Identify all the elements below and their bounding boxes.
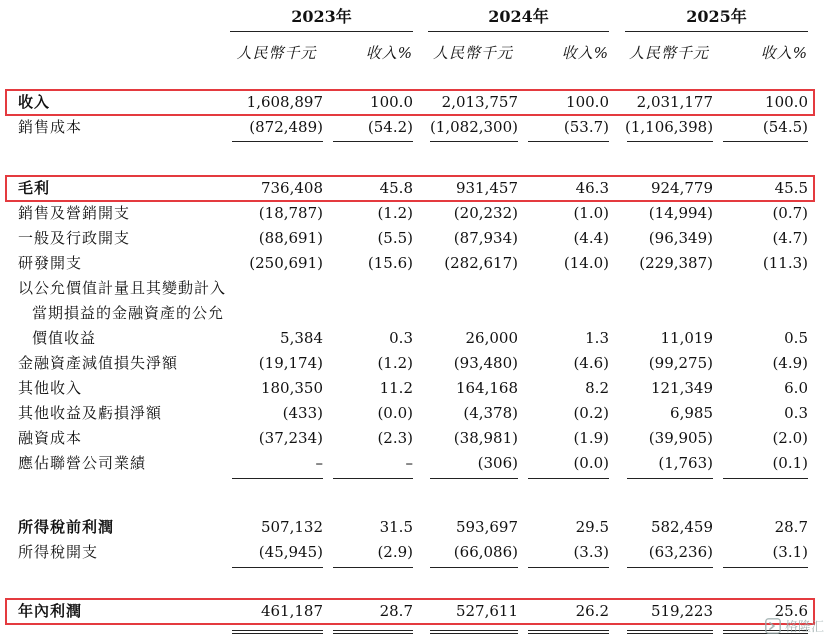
cell-2023-amount: 736,408 bbox=[260, 179, 323, 197]
double-rule-bottom-2023p bbox=[333, 633, 413, 634]
rule-after-tax-2023a bbox=[232, 567, 323, 568]
row-income-tax bbox=[0, 540, 830, 565]
row-label: 當期損益的金融資產的公允 bbox=[32, 304, 225, 322]
cell-2025-amount: (96,349) bbox=[648, 229, 713, 247]
cell-2025-amount: 519,223 bbox=[650, 602, 713, 620]
cell-2025-amount: (99,275) bbox=[648, 354, 713, 372]
row-other-gains-losses bbox=[0, 401, 830, 426]
cell-2023-amount: (250,691) bbox=[249, 254, 323, 272]
cell-2024-pct: (14.0) bbox=[563, 254, 609, 272]
double-rule-bottom-2024p bbox=[528, 633, 609, 634]
rule-after-tax-2025p bbox=[723, 567, 808, 568]
row-label: 毛利 bbox=[18, 179, 51, 197]
row-share-of-associates bbox=[0, 451, 830, 476]
col-header-pct-2025: 收入% bbox=[760, 44, 808, 62]
cell-2023-pct: (1.2) bbox=[377, 204, 413, 222]
cell-2024-amount: 593,697 bbox=[455, 518, 518, 536]
cell-2024-pct: 46.3 bbox=[575, 179, 609, 197]
row-fvtpl-line1 bbox=[0, 276, 830, 301]
cell-2024-amount: (20,232) bbox=[453, 204, 518, 222]
cell-2024-pct: 100.0 bbox=[566, 93, 609, 111]
cell-2023-pct: (2.3) bbox=[377, 429, 413, 447]
rule-after-associates-2025p bbox=[723, 478, 808, 479]
cell-2025-amount: (39,905) bbox=[648, 429, 713, 447]
row-label: 金融資產減值損失淨額 bbox=[18, 354, 179, 372]
cell-2024-amount: 931,457 bbox=[455, 179, 518, 197]
cell-2023-pct: (0.0) bbox=[377, 404, 413, 422]
row-label: 價值收益 bbox=[32, 329, 97, 347]
cell-2025-pct: (54.5) bbox=[762, 118, 808, 136]
cell-2024-amount: (4,378) bbox=[463, 404, 518, 422]
col-header-pct-2024: 收入% bbox=[561, 44, 609, 62]
highlight-profit-for-year bbox=[5, 598, 815, 625]
row-admin-expenses bbox=[0, 226, 830, 251]
cell-2025-amount: (63,236) bbox=[648, 543, 713, 561]
cell-2025-pct: 45.5 bbox=[774, 179, 808, 197]
col-header-amount-2023: 人民幣千元 bbox=[236, 44, 317, 62]
row-label: 一般及行政開支 bbox=[18, 229, 131, 247]
cell-2023-amount: 461,187 bbox=[260, 602, 323, 620]
cell-2025-pct: 6.0 bbox=[784, 379, 808, 397]
col-header-amount-2024: 人民幣千元 bbox=[432, 44, 513, 62]
row-profit-before-tax bbox=[0, 515, 830, 540]
rule-after-tax-2023p bbox=[333, 567, 413, 568]
highlight-gross-profit bbox=[5, 175, 815, 202]
cell-2024-pct: (4.6) bbox=[573, 354, 609, 372]
row-impairment-loss bbox=[0, 351, 830, 376]
row-rnd-expenses bbox=[0, 251, 830, 276]
double-rule-bottom-2023a bbox=[232, 633, 323, 634]
cell-2024-amount: 26,000 bbox=[465, 329, 518, 347]
cell-2023-amount: – bbox=[315, 454, 323, 472]
cell-2025-amount: 2,031,177 bbox=[636, 93, 713, 111]
row-label: 應佔聯營公司業績 bbox=[18, 454, 147, 472]
row-label: 銷售及營銷開支 bbox=[18, 204, 131, 222]
cell-2023-amount: (19,174) bbox=[258, 354, 323, 372]
rule-after-cost-2025p bbox=[723, 141, 808, 142]
cell-2023-amount: (18,787) bbox=[258, 204, 323, 222]
double-rule-bottom-2024a bbox=[430, 633, 518, 634]
cell-2024-amount: 164,168 bbox=[455, 379, 518, 397]
row-label: 所得稅前利潤 bbox=[18, 518, 115, 536]
watermark-text: 格隆汇 bbox=[784, 620, 824, 635]
cell-2025-amount: (14,994) bbox=[648, 204, 713, 222]
cell-2024-amount: (93,480) bbox=[453, 354, 518, 372]
cell-2024-pct: (53.7) bbox=[563, 118, 609, 136]
cell-2023-pct: 45.8 bbox=[379, 179, 413, 197]
cell-2025-amount: 6,985 bbox=[670, 404, 713, 422]
cell-2024-amount: (87,934) bbox=[453, 229, 518, 247]
cell-2023-pct: 11.2 bbox=[379, 379, 413, 397]
year-underline-2023 bbox=[230, 31, 413, 32]
cell-2025-pct: 100.0 bbox=[765, 93, 808, 111]
cell-2023-amount: 507,132 bbox=[260, 518, 323, 536]
cell-2024-amount: (38,981) bbox=[453, 429, 518, 447]
double-rule-top-2023a bbox=[232, 630, 323, 631]
cell-2024-amount: 527,611 bbox=[455, 602, 518, 620]
row-label: 以公允價值計量且其變動計入 bbox=[18, 279, 227, 297]
double-rule-bottom-2025a bbox=[627, 633, 713, 634]
cell-2024-pct: 1.3 bbox=[585, 329, 609, 347]
cell-2024-pct: 26.2 bbox=[575, 602, 609, 620]
double-rule-top-2023p bbox=[333, 630, 413, 631]
cell-2025-pct: 25.6 bbox=[774, 602, 808, 620]
row-label: 融資成本 bbox=[18, 429, 83, 447]
year-header-2023: 2023年 bbox=[291, 7, 352, 26]
row-label: 收入 bbox=[18, 93, 51, 111]
rule-after-cost-2024a bbox=[430, 141, 518, 142]
cell-2023-pct: – bbox=[405, 454, 413, 472]
year-header-2024: 2024年 bbox=[488, 7, 549, 26]
rule-after-associates-2025a bbox=[627, 478, 713, 479]
year-underline-2024 bbox=[428, 31, 609, 32]
row-label: 所得稅開支 bbox=[18, 543, 99, 561]
row-label: 其他收入 bbox=[18, 379, 83, 397]
rule-after-associates-2023a bbox=[232, 478, 323, 479]
cell-2025-pct: (0.7) bbox=[772, 204, 808, 222]
cell-2023-amount: 5,384 bbox=[280, 329, 323, 347]
rule-after-associates-2023p bbox=[333, 478, 413, 479]
cell-2023-amount: (88,691) bbox=[258, 229, 323, 247]
cell-2023-amount: (45,945) bbox=[258, 543, 323, 561]
row-label: 其他收益及虧損淨額 bbox=[18, 404, 163, 422]
row-label: 年內利潤 bbox=[18, 602, 83, 620]
double-rule-top-2024p bbox=[528, 630, 609, 631]
cell-2024-amount: (1,082,300) bbox=[429, 118, 518, 136]
cell-2025-amount: 11,019 bbox=[660, 329, 713, 347]
rule-after-cost-2023p bbox=[333, 141, 413, 142]
cell-2025-pct: 0.3 bbox=[784, 404, 808, 422]
cell-2024-pct: 29.5 bbox=[575, 518, 609, 536]
cell-2023-pct: 31.5 bbox=[379, 518, 413, 536]
cell-2023-pct: 0.3 bbox=[389, 329, 413, 347]
cell-2025-amount: 582,459 bbox=[650, 518, 713, 536]
cell-2023-pct: 28.7 bbox=[379, 602, 413, 620]
cell-2025-amount: (1,763) bbox=[658, 454, 713, 472]
row-label: 研發開支 bbox=[18, 254, 83, 272]
cell-2025-amount: (1,106,398) bbox=[625, 118, 714, 136]
double-rule-top-2024a bbox=[430, 630, 518, 631]
cell-2025-amount: 924,779 bbox=[650, 179, 713, 197]
row-fvtpl-line2 bbox=[0, 301, 830, 326]
cell-2023-pct: (15.6) bbox=[367, 254, 413, 272]
cell-2025-pct: (3.1) bbox=[772, 543, 808, 561]
cell-2025-pct: 28.7 bbox=[774, 518, 808, 536]
rule-after-tax-2024a bbox=[430, 567, 518, 568]
cell-2023-pct: (54.2) bbox=[367, 118, 413, 136]
glh-logo-icon bbox=[764, 617, 782, 635]
cell-2025-pct: (4.9) bbox=[772, 354, 808, 372]
year-underline-2025 bbox=[625, 31, 808, 32]
cell-2024-amount: (282,617) bbox=[444, 254, 518, 272]
cell-2023-pct: 100.0 bbox=[370, 93, 413, 111]
rule-after-tax-2025a bbox=[627, 567, 713, 568]
cell-2024-pct: (0.0) bbox=[573, 454, 609, 472]
cell-2024-amount: (66,086) bbox=[453, 543, 518, 561]
row-fvtpl-gain bbox=[0, 326, 830, 351]
cell-2024-pct: (0.2) bbox=[573, 404, 609, 422]
row-cost-of-sales bbox=[0, 115, 830, 140]
rule-after-cost-2023a bbox=[232, 141, 323, 142]
double-rule-top-2025a bbox=[627, 630, 713, 631]
cell-2024-pct: (1.0) bbox=[573, 204, 609, 222]
cell-2023-amount: (433) bbox=[282, 404, 323, 422]
cell-2023-amount: (872,489) bbox=[249, 118, 323, 136]
cell-2023-amount: 1,608,897 bbox=[246, 93, 323, 111]
cell-2024-pct: 8.2 bbox=[585, 379, 609, 397]
cell-2024-amount: 2,013,757 bbox=[441, 93, 518, 111]
cell-2025-pct: (11.3) bbox=[762, 254, 808, 272]
cell-2023-pct: (1.2) bbox=[377, 354, 413, 372]
cell-2025-amount: 121,349 bbox=[650, 379, 713, 397]
col-header-amount-2025: 人民幣千元 bbox=[628, 44, 709, 62]
cell-2023-pct: (2.9) bbox=[377, 543, 413, 561]
cell-2024-pct: (4.4) bbox=[573, 229, 609, 247]
highlight-revenue bbox=[5, 89, 815, 116]
cell-2025-amount: (229,387) bbox=[639, 254, 713, 272]
rule-after-associates-2024p bbox=[528, 478, 609, 479]
row-label: 銷售成本 bbox=[18, 118, 83, 136]
row-other-income bbox=[0, 376, 830, 401]
rule-after-associates-2024a bbox=[430, 478, 518, 479]
cell-2024-amount: (306) bbox=[477, 454, 518, 472]
cell-2024-pct: (1.9) bbox=[573, 429, 609, 447]
rule-after-tax-2024p bbox=[528, 567, 609, 568]
rule-after-cost-2024p bbox=[528, 141, 609, 142]
cell-2025-pct: (4.7) bbox=[772, 229, 808, 247]
watermark bbox=[764, 616, 824, 635]
cell-2023-amount: 180,350 bbox=[260, 379, 323, 397]
cell-2025-pct: 0.5 bbox=[784, 329, 808, 347]
cell-2025-pct: (0.1) bbox=[772, 454, 808, 472]
cell-2023-amount: (37,234) bbox=[258, 429, 323, 447]
year-header-2025: 2025年 bbox=[686, 7, 747, 26]
cell-2024-pct: (3.3) bbox=[573, 543, 609, 561]
col-header-pct-2023: 收入% bbox=[365, 44, 413, 62]
row-finance-costs bbox=[0, 426, 830, 451]
row-selling-expenses bbox=[0, 201, 830, 226]
cell-2025-pct: (2.0) bbox=[772, 429, 808, 447]
cell-2023-pct: (5.5) bbox=[377, 229, 413, 247]
rule-after-cost-2025a bbox=[627, 141, 713, 142]
